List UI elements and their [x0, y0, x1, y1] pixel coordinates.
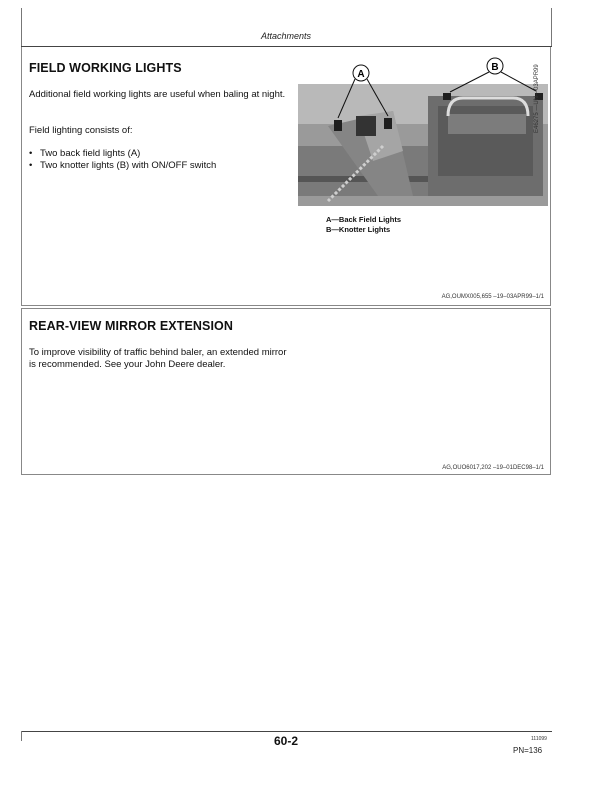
section-heading: FIELD WORKING LIGHTS: [29, 61, 182, 75]
bullet-item: • Two back field lights (A): [29, 148, 216, 160]
footer-rule: [21, 731, 552, 732]
running-header: Attachments: [260, 31, 312, 41]
paragraph: Field lighting consists of:: [29, 125, 133, 136]
section-rear-view-mirror: [21, 308, 551, 475]
bullet-item: • Two knotter lights (B) with ON/OFF switch: [29, 160, 216, 172]
footer-pn: PN=136: [513, 746, 543, 755]
figure-legend: [326, 215, 401, 235]
paragraph: To improve visibility of traffic behind baler, an extended mirror is recommended. See your John Deere dealer.: [29, 347, 287, 370]
paragraph: Additional field working lights are useful when baling at night.: [29, 89, 286, 100]
reference-code: AG,OUMX005,655 –19–03APR99–1/1: [441, 294, 544, 300]
page-number: 60-2: [273, 734, 299, 748]
callout-b-label: B: [491, 62, 499, 73]
legend-item: B—Knotter Lights: [326, 225, 391, 234]
photo-code: E46275 —UN—03APR99: [534, 64, 540, 133]
section-field-working-lights: [21, 47, 551, 306]
legend-item: A—Back Field Lights: [326, 215, 402, 224]
section-heading: REAR-VIEW MIRROR EXTENSION: [29, 319, 233, 333]
bullet-list: [29, 148, 216, 172]
reference-code: AG,OUO6017,202 –19–01DEC98–1/1: [442, 465, 544, 471]
callout-a-label: A: [357, 69, 365, 80]
baler-lights-photo: [298, 56, 548, 206]
footer-code: 111099: [531, 736, 547, 742]
